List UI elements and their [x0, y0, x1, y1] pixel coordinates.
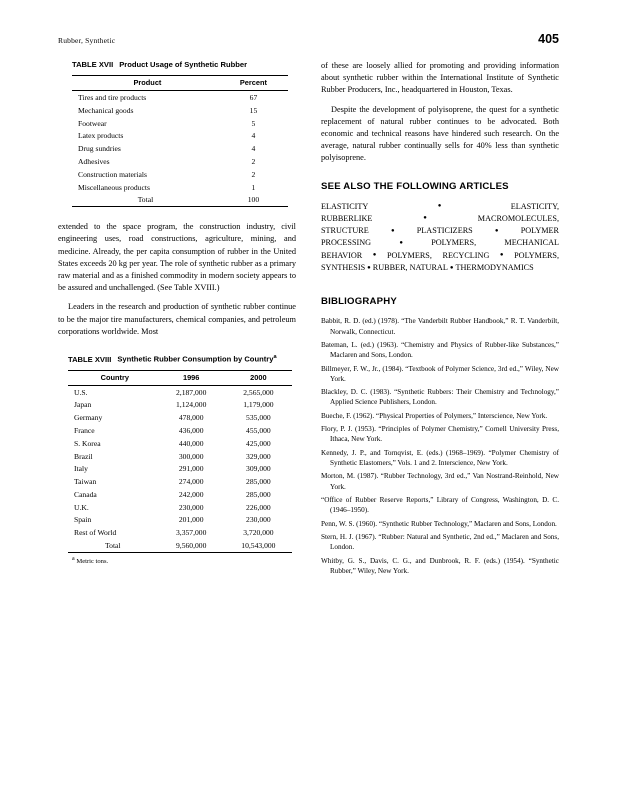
cell-country: Italy [74, 464, 88, 474]
bibliography-entry: Penn, W. S. (1960). “Synthetic Rubber Technology,” Maclaren and Sons, London. [321, 519, 557, 528]
table-row [72, 130, 288, 143]
cell-product: Latex products [78, 131, 124, 141]
table-row [68, 370, 292, 385]
cell-country: Taiwan [74, 477, 97, 487]
table-row [68, 450, 292, 463]
cell-2000: 329,000 [246, 451, 271, 461]
cell-total-label: Total [72, 194, 219, 207]
bibliography-entry: Blackley, D. C. (1983). “Synthetic Rubbers: Their Chemistry and Technology,” Applied Science Publishers, London. [321, 388, 559, 407]
table-row [72, 91, 288, 104]
cell-total-2000: 10,543,000 [225, 539, 292, 552]
cell-country: Rest of World [74, 528, 117, 538]
cell-percent: 4 [251, 131, 256, 141]
table-xviii-header-country: Country [68, 370, 158, 385]
table-xvii-caption-text: Product Usage of Synthetic Rubber [119, 60, 248, 69]
table-row [72, 168, 288, 181]
table-row [68, 501, 292, 514]
table-xvii-grid [72, 75, 288, 207]
left-paragraph-1: extended to the space program, the construction industry, civil engineering uses, road constructions, agriculture, mining, and medicine. Already, the per capita consumption of rubber in the United States exceeds 20 kg per year. The role of synthetic rubber as a primary raw material and as a finished commodity in modern society appears to be assured and unchallenged. (See Table XVIII.) [58, 222, 296, 293]
bullet-icon: ● [491, 252, 513, 259]
cell-country: Brazil [74, 451, 93, 461]
table-xviii-caption-number: TABLE XVIII [68, 354, 112, 364]
cell-percent: 2 [251, 157, 256, 167]
see-also-item[interactable]: POLYMERS, SYNTHESIS [321, 250, 560, 272]
cell-2000: 285,000 [246, 489, 271, 499]
cell-country: U.K. [74, 502, 89, 512]
table-xviii-caption-footnote-marker: a [273, 353, 277, 360]
two-column-body [58, 60, 559, 700]
table-xviii-header-2000: 2000 [225, 370, 292, 385]
table-row [72, 181, 288, 194]
bibliography-entry: Bueche, F. (1962). “Physical Properties of Polymers,” Interscience, New York. [321, 411, 548, 420]
cell-1996: 3,357,000 [176, 528, 207, 538]
cell-country: Germany [74, 413, 103, 423]
cell-percent: 2 [251, 169, 256, 179]
cell-product: Miscellaneous products [78, 182, 150, 192]
table-row [68, 514, 292, 527]
table-row [72, 104, 288, 117]
table-row [68, 488, 292, 501]
cell-2000: 309,000 [246, 464, 271, 474]
cell-1996: 291,000 [178, 464, 204, 474]
table-row [72, 142, 288, 155]
cell-1996: 478,000 [178, 413, 204, 423]
bibliography-entry: Flory, P. J. (1953). “Principles of Polymer Chemistry,” Cornell University Press, Ithaca, New York. [321, 425, 559, 444]
see-also-item[interactable]: THERMODYNAMICS [455, 262, 534, 272]
table-xvii-header-product: Product [72, 76, 219, 91]
see-also-item[interactable]: PLASTICIZERS [416, 226, 473, 236]
cell-1996: 230,000 [178, 502, 204, 512]
cell-2000: 1,179,000 [243, 400, 274, 410]
table-row [68, 526, 292, 539]
table-xvii-caption-number: TABLE XVII [72, 60, 114, 69]
cell-country: S. Korea [74, 438, 101, 448]
bibliography-entry: Morton, M. (1987). “Rubber Technology, 3rd ed.,” Van Nostrand-Reinhold, New York. [321, 472, 559, 491]
cell-2000: 425,000 [246, 438, 271, 448]
bullet-icon: ● [370, 203, 509, 210]
cell-percent: 4 [251, 144, 256, 154]
see-also-list [321, 201, 559, 275]
cell-2000: 3,720,000 [243, 528, 274, 538]
cell-product: Tires and tire products [78, 93, 147, 103]
table-row [68, 437, 292, 450]
table-row-total [68, 539, 292, 552]
table-row [68, 399, 292, 412]
cell-1996: 242,000 [178, 489, 204, 499]
left-paragraph-2: Leaders in the research and production of synthetic rubber continue to be the major tire manufacturers, chemical companies, and petroleum corporations worldwide. Most [58, 302, 296, 336]
cell-product: Adhesives [78, 157, 110, 167]
cell-1996: 436,000 [178, 425, 204, 435]
table-xviii-footnote [68, 556, 292, 565]
table-xviii-footnote-text: Metric tons. [76, 558, 109, 566]
right-paragraph-2: Despite the development of polyisoprene, the quest for a synthetic replacement of natural rubber continues to be advocated. Both economic and technical reasons have hindered such research. On the average, natural rubber continually sells for 40% less than synthetic polyisoprene. [321, 104, 559, 163]
cell-percent: 1 [251, 182, 256, 192]
bullet-icon: ● [449, 264, 454, 271]
cell-2000: 230,000 [246, 515, 271, 525]
cell-product: Mechanical goods [78, 105, 134, 115]
table-xviii-caption-text: Synthetic Rubber Consumption by Country [117, 354, 274, 364]
bullet-icon: ● [367, 264, 371, 271]
cell-1996: 1,124,000 [176, 400, 207, 410]
cell-2000: 2,565,000 [243, 387, 274, 397]
table-xviii-footnote-marker: a [72, 555, 75, 562]
left-column [58, 60, 296, 571]
cell-country: U.S. [74, 387, 88, 397]
right-column [321, 60, 559, 579]
bibliography-entry: Billmeyer, F. W., Jr., (1984). “Textbook of Polymer Science, 3rd ed.,” Wiley, New York. [321, 364, 559, 383]
see-also-item[interactable]: POLYMERS, RECYCLING [387, 250, 490, 260]
cell-percent: 15 [249, 105, 258, 115]
bullet-icon: ● [364, 252, 385, 259]
bibliography-heading: BIBLIOGRAPHY [321, 296, 397, 308]
cell-percent: 5 [251, 118, 256, 128]
see-also-heading: SEE ALSO THE FOLLOWING ARTICLES [321, 180, 509, 192]
cell-product: Drug sundries [78, 144, 121, 154]
cell-country: France [74, 425, 95, 435]
table-row [68, 411, 292, 424]
bibliography-entry: Babbit, R. D. (ed.) (1978). “The Vanderbilt Rubber Handbook,” R. T. Vanderbilt, Norwalk, Connecticut. [321, 317, 559, 336]
table-xviii-grid [68, 370, 292, 553]
table-row [68, 385, 292, 398]
cell-2000: 455,000 [246, 425, 271, 435]
table-xviii [58, 354, 296, 565]
cell-total-value: 100 [219, 194, 288, 207]
table-row [72, 117, 288, 130]
table-row [72, 76, 288, 91]
bibliography-entry: Bateman, L. (ed.) (1963). “Chemistry and Physics of Rubber-like Substances,” Maclaren and Sons, London. [321, 340, 559, 360]
cell-1996: 440,000 [178, 438, 204, 448]
bibliography-list [321, 316, 559, 576]
cell-1996: 2,187,000 [176, 387, 207, 397]
table-row [68, 475, 292, 488]
cell-total-label: Total [68, 539, 158, 552]
page-header [58, 32, 559, 50]
bullet-icon: ● [370, 227, 415, 234]
table-row [68, 424, 292, 437]
bibliography-entry: “Office of Rubber Reserve Reports,” Library of Congress, Washington, D. C. (1946–1950). [321, 496, 559, 515]
cell-product: Footwear [78, 118, 107, 128]
cell-1996: 274,000 [178, 477, 204, 487]
cell-1996: 300,000 [178, 451, 204, 461]
bibliography-entry: Stern, H. J. (1967). “Rubber: Natural and Synthetic, 2nd ed.,” Maclaren and Sons, London. [321, 533, 559, 552]
table-xvii [58, 60, 296, 207]
cell-total-1996: 9,560,000 [158, 539, 225, 552]
table-xvii-caption [72, 60, 288, 70]
see-also-item[interactable]: MACROMOLECULES, STRUCTURE [321, 213, 559, 236]
table-xviii-header-1996: 1996 [158, 370, 225, 385]
page-number: 405 [538, 32, 559, 46]
see-also-item[interactable]: POLYMER PROCESSING [321, 226, 559, 248]
cell-percent: 67 [249, 93, 258, 103]
cell-country: Canada [74, 489, 97, 499]
bibliography-entry: Whitby, G. S., Davis, C. G., and Dunbrook, R. F. (eds.) (1954). “Synthetic Rubber,” Wiley, New York. [321, 556, 559, 575]
cell-2000: 535,000 [246, 413, 271, 423]
bullet-icon: ● [373, 240, 430, 247]
running-title: Rubber, Synthetic [58, 36, 116, 45]
table-xvii-header-percent: Percent [219, 76, 288, 91]
cell-product: Construction materials [78, 169, 147, 179]
table-row [72, 155, 288, 168]
cell-2000: 226,000 [246, 502, 271, 512]
bullet-icon: ● [474, 227, 519, 234]
see-also-item[interactable]: ELASTICITY [321, 201, 369, 211]
right-paragraph-1: of these are loosely allied for promoting and providing information about synthetic rubber within the International Institute of Synthetic Rubber Producers, Inc., headquartered in Houston, Texas. [321, 61, 559, 95]
see-also-item[interactable]: RUBBER, NATURAL [372, 262, 448, 272]
cell-country: Japan [74, 400, 92, 410]
table-row-total [72, 194, 288, 207]
cell-2000: 285,000 [246, 477, 271, 487]
bullet-icon: ● [374, 215, 476, 222]
cell-country: Spain [74, 515, 92, 525]
see-also-item[interactable]: ELASTICITY, RUBBERLIKE [321, 201, 559, 223]
see-also-item[interactable]: POLYMERS, MECHANICAL BEHAVIOR [321, 238, 560, 260]
bibliography-entry: Kennedy, J. P., and Tornqvist, E. (eds.) (1968–1969). “Polymer Chemistry of Synthetic Elastomers,” Vols. 1 and 2. Interscience, New York. [321, 448, 559, 468]
cell-1996: 201,000 [178, 515, 204, 525]
table-xviii-caption [68, 354, 292, 365]
table-row [68, 462, 292, 475]
